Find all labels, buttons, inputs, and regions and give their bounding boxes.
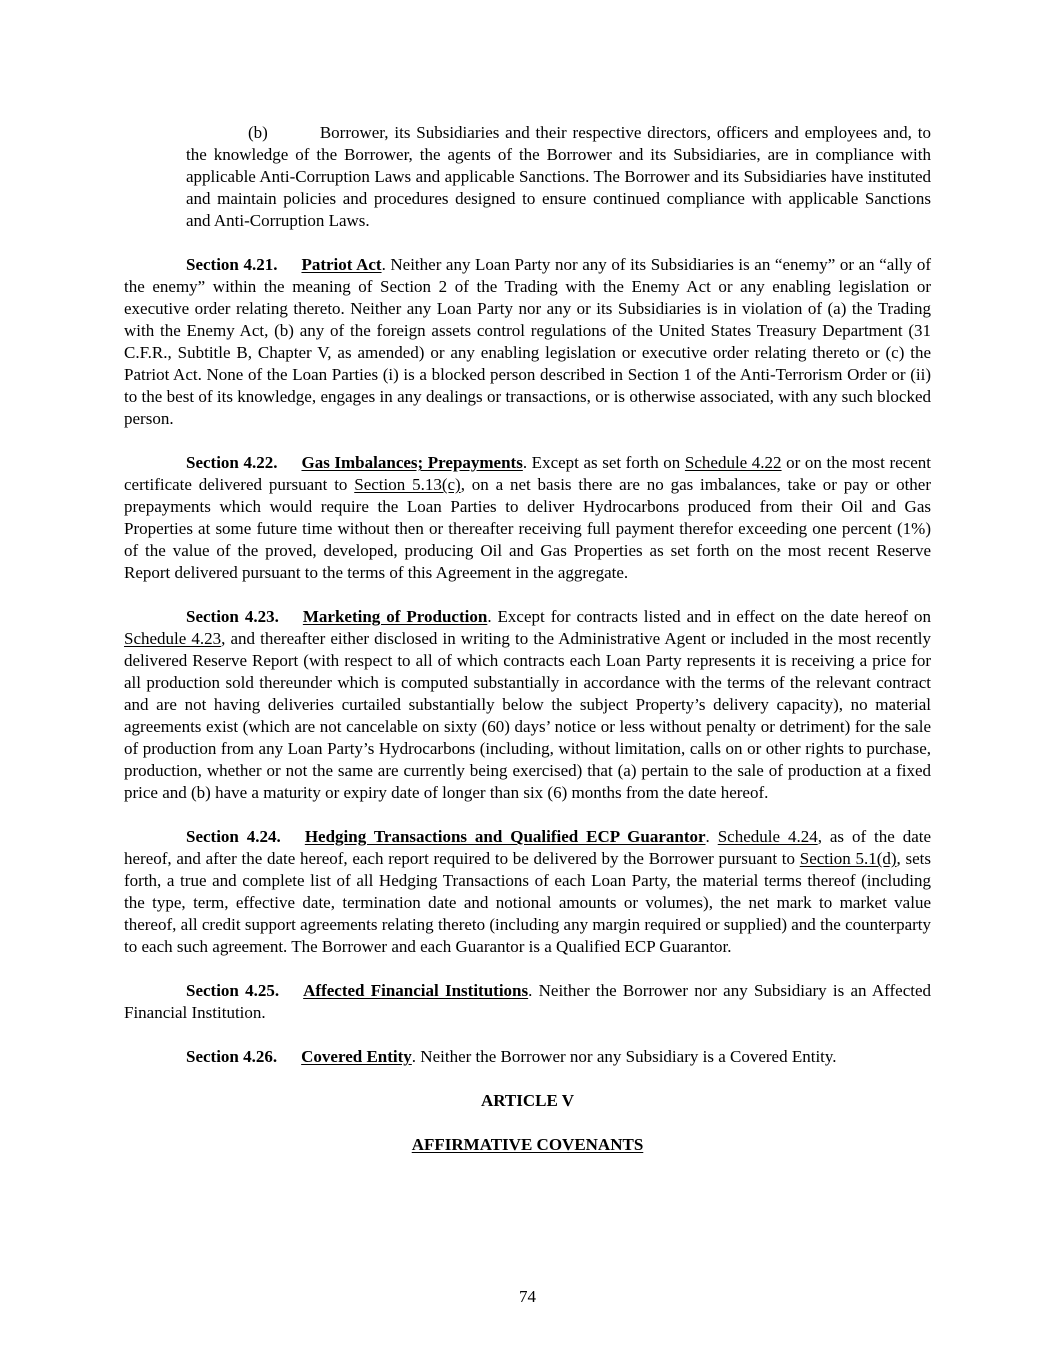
clause-b	[186, 122, 931, 232]
section-4-26-run: Covered Entity	[301, 1047, 412, 1066]
section-4-23-run: Schedule 4.23	[124, 629, 222, 648]
section-4-22-run: Gas Imbalances; Prepayments	[301, 453, 523, 472]
article-v-heading-run: ARTICLE V	[480, 1091, 575, 1110]
section-4-23	[124, 606, 931, 804]
section-4-25-run: . Neither the Borrower nor any Subsidiary is an Affected Financial Institution.	[124, 981, 932, 1022]
section-4-24-run: Section 4.24.	[186, 827, 281, 846]
section-4-21	[124, 254, 931, 430]
section-4-25-run: Section 4.25.	[186, 981, 280, 1000]
section-4-22-run: Section 5.13(c)	[354, 475, 461, 494]
section-4-21-run: Patriot Act	[301, 255, 382, 274]
article-v-heading	[124, 1090, 931, 1112]
section-4-24	[124, 826, 931, 958]
section-4-25-run: Affected Financial Institutions	[303, 981, 529, 1000]
section-4-22-run: Schedule 4.22	[684, 453, 782, 472]
section-4-26-run: Section 4.26.	[186, 1047, 278, 1066]
section-4-24-run: Section 5.1(d)	[799, 849, 897, 868]
section-4-24-run: Hedging Transactions and Qualified ECP Guarantor	[304, 827, 706, 846]
section-4-23-run: Section 4.23.	[186, 607, 279, 626]
section-4-24-run: .	[705, 827, 718, 846]
document-body	[124, 122, 931, 1178]
page-number: 74	[519, 1287, 536, 1306]
section-4-22-run: or on the most recent certificate delivered pursuant to	[124, 453, 932, 494]
section-4-23-run: Marketing of Production	[302, 607, 488, 626]
affirmative-covenants-heading	[124, 1134, 931, 1156]
section-4-23-run: . Except for contracts listed and in effect on the date hereof on	[487, 607, 931, 626]
section-4-21-run: . Neither any Loan Party nor any of its Subsidiaries is an “enemy” or an “ally of the enemy” within the meaning of Section 2 of the Trading with the Enemy Act or any enabling legislation or executive order relating thereto. Neither any Loan Party nor any or its Subsidiaries is in violation of (a) the Trading with the Enemy Act, (b) any of the foreign assets control regulations of the United States Treasury Department (31 C.F.R., Subtitle B, Chapter V, as amended) or any enabling legislation or executive order relating thereto or (c) the Patriot Act. None of the Loan Parties (i) is a blocked person described in Section 1 of the Anti-Terrorism Order or (ii) to the best of its knowledge, engages in any dealings or transactions, or is otherwise associated, with any such blocked person.	[124, 255, 931, 428]
affirmative-covenants-heading-run: AFFIRMATIVE COVENANTS	[411, 1135, 644, 1154]
section-4-23-run: , and thereafter either disclosed in writing to the Administrative Agent or included in the most recently delivered Reserve Report (with respect to all of which contracts each Loan Party represents it is receiving a price for all production sold thereunder which is computed substantially in accordance with the terms of the relevant contract and are not having deliveries curtailed substantially below the subject Property’s delivery capacity), no material agreements exist (which are not cancelable on sixty (60) days’ notice or less without penalty or detriment) for the sale of production from any Loan Party’s Hydrocarbons (including, without limitation, calls on or other rights to purchase, production, whether or not the same are currently being exercised) that (a) pertain to the sale of production at a fixed price and (b) have a maturity or expiry date of longer than six (6) months from the date hereof.	[124, 629, 931, 802]
clause-b-run: Borrower, its Subsidiaries and their respective directors, officers and employees and, to the knowledge of the Borrower, the agents of the Borrower and its Subsidiaries, are in compliance with applicable Anti-Corruption Laws and applicable Sanctions. The Borrower and its Subsidiaries have instituted and maintain policies and procedures designed to ensure continued compliance with applicable Sanctions and Anti-Corruption Laws.	[186, 123, 931, 230]
section-4-25	[124, 980, 931, 1024]
section-4-24-run: Schedule 4.24	[717, 827, 818, 846]
section-4-26-run: . Neither the Borrower nor any Subsidiary is a Covered Entity.	[411, 1047, 837, 1066]
section-4-22-run: Section 4.22.	[186, 453, 278, 472]
section-4-24-run: , as of the date hereof, and after the date hereof, each report required to be delivered by the Borrower pursuant to	[124, 827, 932, 868]
clause-b-run: (b)	[248, 123, 268, 142]
page-footer	[0, 1286, 1055, 1308]
section-4-21-run: Section 4.21.	[186, 255, 278, 274]
section-4-22-run: . Except as set forth on	[522, 453, 685, 472]
section-4-26	[124, 1046, 931, 1068]
section-4-22	[124, 452, 931, 584]
section-4-22-run: , on a net basis there are no gas imbalances, take or pay or other prepayments which would require the Loan Parties to deliver Hydrocarbons produced from their Oil and Gas Properties at some future time without then or thereafter receiving full payment therefor exceeding one percent (1%) of the value of the proved, developed, producing Oil and Gas Properties as set forth on the most recent Reserve Report delivered pursuant to the terms of this Agreement in the aggregate.	[124, 475, 931, 582]
section-4-24-run: , sets forth, a true and complete list of all Hedging Transactions of each Loan Party, the material terms thereof (including the type, term, effective date, termination date and notional amounts or volumes), the net mark to market value thereof, all credit support agreements relating thereto (including any margin required or supplied) and the counterparty to each such agreement. The Borrower and each Guarantor is a Qualified ECP Guarantor.	[124, 849, 931, 956]
